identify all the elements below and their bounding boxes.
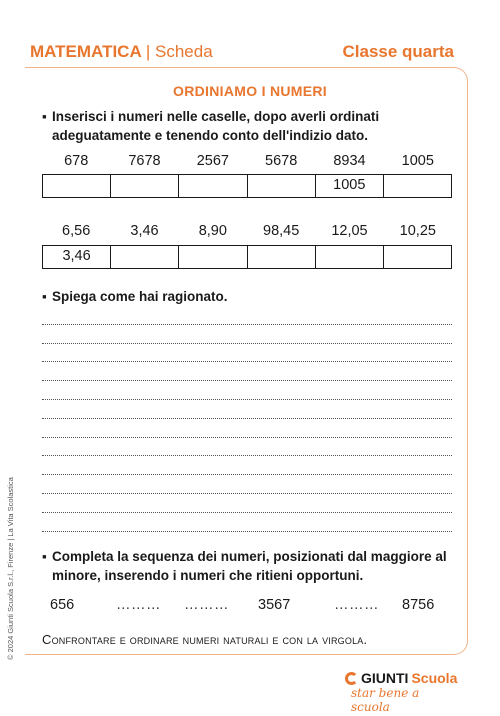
copyright-notice: © 2024 Giunti Scuola S.r.l., Firenze | La Vita Scolastica — [6, 477, 15, 660]
publisher-logo — [345, 670, 460, 714]
exercise1-instruction — [42, 107, 379, 145]
answer-box[interactable] — [111, 246, 179, 268]
answer-box[interactable] — [111, 175, 179, 197]
header-subject-label: MATEMATICA — [30, 42, 142, 61]
exercise2-instruction-text: Spiega come hai ragionato. — [52, 289, 228, 304]
writing-line[interactable] — [42, 438, 452, 457]
writing-line[interactable] — [42, 362, 452, 381]
exercise3-instruction — [42, 547, 447, 585]
answer-box[interactable] — [43, 175, 111, 197]
answer-box[interactable] — [248, 246, 316, 268]
logo-g-icon — [345, 672, 358, 685]
logo-brand-dark: GIUNTI — [361, 670, 409, 686]
learning-objective: Confrontare e ordinare numeri naturali e con la virgola. — [42, 632, 368, 647]
row2-answer-boxes — [42, 245, 452, 269]
exercise1-instruction-line2: adeguatamente e tenendo conto dell'indizio dato. — [52, 128, 368, 143]
sequence-number: 3567 — [258, 597, 291, 613]
row2-number: 8,90 — [198, 223, 227, 239]
writing-line[interactable] — [42, 381, 452, 400]
writing-line[interactable] — [42, 400, 452, 419]
sequence-blank[interactable]: ……… — [334, 597, 379, 613]
answer-box-hint: 3,46 — [43, 246, 111, 268]
answer-box[interactable] — [179, 175, 247, 197]
logo-brand — [345, 670, 460, 686]
exercise3-instruction-line2: minore, inserendo i numeri che ritieni opportuni. — [52, 568, 364, 583]
sequence-blank[interactable]: ……… — [184, 597, 229, 613]
writing-lines[interactable] — [42, 306, 452, 532]
row1-number: 8934 — [333, 153, 366, 169]
sequence-blank[interactable]: ……… — [116, 597, 161, 613]
bullet-icon: ▪ — [42, 289, 47, 304]
row2-number: 12,05 — [331, 223, 368, 239]
writing-line[interactable] — [42, 475, 452, 494]
row2-number: 3,46 — [130, 223, 159, 239]
answer-box-hint: 1005 — [316, 175, 384, 197]
answer-box[interactable] — [248, 175, 316, 197]
bullet-icon: ▪ — [42, 109, 47, 124]
writing-line[interactable] — [42, 419, 452, 438]
sequence-number: 656 — [50, 597, 75, 613]
writing-line[interactable] — [42, 494, 452, 513]
row2-number: 10,25 — [399, 223, 436, 239]
writing-line[interactable] — [42, 344, 452, 363]
logo-brand-orange: Scuola — [411, 670, 458, 686]
row1-number: 5678 — [265, 153, 298, 169]
row2-numbers — [42, 223, 452, 239]
header-subject — [30, 42, 213, 62]
exercise2-instruction — [42, 287, 228, 306]
row1-number: 678 — [64, 153, 89, 169]
writing-line[interactable] — [42, 513, 452, 532]
writing-line[interactable] — [42, 456, 452, 475]
header-separator: | — [145, 42, 151, 61]
logo-tagline: star bene a scuola — [351, 686, 420, 714]
header-type-label: Scheda — [155, 42, 213, 61]
bullet-icon: ▪ — [42, 549, 47, 564]
exercise3-instruction-line1: Completa la sequenza dei numeri, posizionati dal maggiore al — [52, 549, 447, 564]
row1-number: 2567 — [196, 153, 229, 169]
answer-box[interactable] — [316, 246, 384, 268]
row1-number: 1005 — [401, 153, 434, 169]
answer-box[interactable] — [384, 175, 451, 197]
writing-line[interactable] — [42, 306, 452, 325]
row1-number: 7678 — [128, 153, 161, 169]
answer-box[interactable] — [384, 246, 451, 268]
row2-number: 98,45 — [263, 223, 300, 239]
writing-line[interactable] — [42, 325, 452, 344]
sequence-number: 8756 — [402, 597, 435, 613]
header-grade: Classe quarta — [342, 42, 454, 61]
answer-box[interactable] — [179, 246, 247, 268]
page-title: ORDINIAMO I NUMERI — [173, 83, 327, 99]
row1-answer-boxes — [42, 174, 452, 198]
row1-numbers — [42, 153, 452, 169]
row2-number: 6,56 — [62, 223, 91, 239]
exercise1-instruction-line1: Inserisci i numeri nelle caselle, dopo averli ordinati — [52, 109, 380, 124]
